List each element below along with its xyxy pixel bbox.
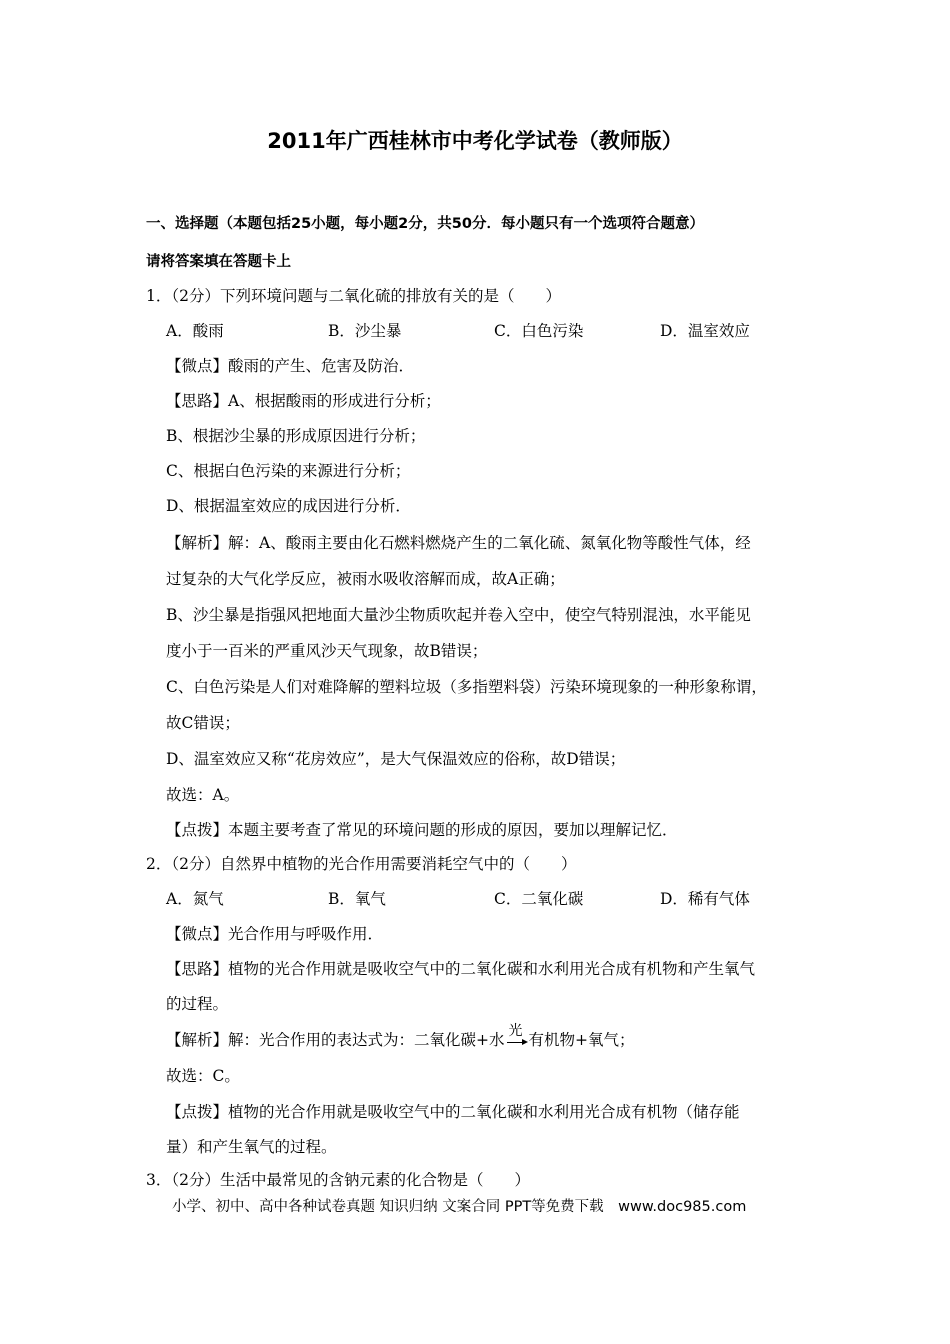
question-2-answer: 故选：C。 [166, 1067, 240, 1085]
question-1-analysis-line: 【解析】解：A、酸雨主要由化石燃料燃烧产生的二氧化硫、氮氧化物等酸性气体，经 [166, 534, 751, 552]
section-heading: 一、选择题（本题包括25小题，每小题2分，共50分．每小题只有一个选项符合题意） [146, 216, 704, 232]
question-1-analysis-line: 度小于一百米的严重风沙天气现象，故B错误； [166, 642, 488, 660]
question-1-idea-line: D、根据温室效应的成因进行分析． [166, 497, 411, 515]
question-2-option-b: B．氧气 [328, 890, 386, 908]
question-1-option-c: C．白色污染 [494, 322, 584, 340]
question-1-option-a: A．酸雨 [166, 322, 224, 340]
question-2-option-d: D．稀有气体 [660, 890, 750, 908]
question-2-idea-line: 【思路】植物的光合作用就是吸收空气中的二氧化碳和水利用光合成有机物和产生氧气 [166, 960, 756, 978]
analysis-suffix: 有机物+氧气； [528, 1031, 635, 1049]
question-1-tip: 【点拨】本题主要考查了常见的环境问题的形成的原因，要加以理解记忆． [166, 821, 678, 839]
question-1-option-d: D．温室效应 [660, 322, 750, 340]
question-1-analysis-line: 过复杂的大气化学反应，被雨水吸收溶解而成，故A正确； [166, 570, 565, 588]
question-2-idea-line: 的过程。 [166, 995, 229, 1013]
question-1-analysis-line: C、白色污染是人们对难降解的塑料垃圾（多指塑料袋）污染环境现象的一种形象称谓， [166, 678, 767, 696]
question-1-idea-line: 【思路】A、根据酸雨的形成进行分析； [166, 392, 441, 410]
question-1-point: 【微点】酸雨的产生、危害及防治． [166, 357, 415, 375]
question-2-option-a: A．氮气 [166, 890, 224, 908]
question-3-stem: 3．（2分）生活中最常见的含钠元素的化合物是（ ） [146, 1171, 530, 1189]
footer-watermark: 小学、初中、高中各种试卷真题 知识归纳 文案合同 PPT等免费下载 www.doc985.com [172, 1199, 747, 1215]
arrow-condition-label: 光 [508, 1023, 523, 1039]
question-1-answer: 故选：A。 [166, 786, 240, 804]
question-1-analysis-line: B、沙尘暴是指强风把地面大量沙尘物质吹起并卷入空中，使空气特别混浊，水平能见 [166, 606, 751, 624]
question-2-tip-line: 量）和产生氧气的过程。 [166, 1138, 337, 1156]
question-2-option-c: C．二氧化碳 [494, 890, 584, 908]
section-instruction: 请将答案填在答题卡上 [146, 254, 291, 270]
question-2-point: 【微点】光合作用与呼吸作用． [166, 925, 384, 943]
question-1-stem: 1．（2分）下列环境问题与二氧化硫的排放有关的是（ ） [146, 287, 561, 305]
question-1-idea-line: C、根据白色污染的来源进行分析； [166, 462, 411, 480]
question-1-option-b: B．沙尘暴 [328, 322, 402, 340]
page-title: 2011年广西桂林市中考化学试卷（教师版） [267, 129, 683, 153]
question-1-idea-line: B、根据沙尘暴的形成原因进行分析； [166, 427, 426, 445]
question-2-stem: 2．（2分）自然界中植物的光合作用需要消耗空气中的（ ） [146, 855, 577, 873]
analysis-prefix: 【解析】解：光合作用的表达式为：二氧化碳+水 [166, 1031, 505, 1049]
reaction-arrow-icon [506, 1023, 528, 1050]
question-1-analysis-line: D、温室效应又称“花房效应”，是大气保温效应的俗称，故D错误； [166, 750, 626, 768]
question-1-analysis-line: 故C错误； [166, 714, 240, 732]
question-2-tip-line: 【点拨】植物的光合作用就是吸收空气中的二氧化碳和水利用光合成有机物（储存能 [166, 1103, 740, 1121]
question-2-analysis [166, 1023, 635, 1050]
